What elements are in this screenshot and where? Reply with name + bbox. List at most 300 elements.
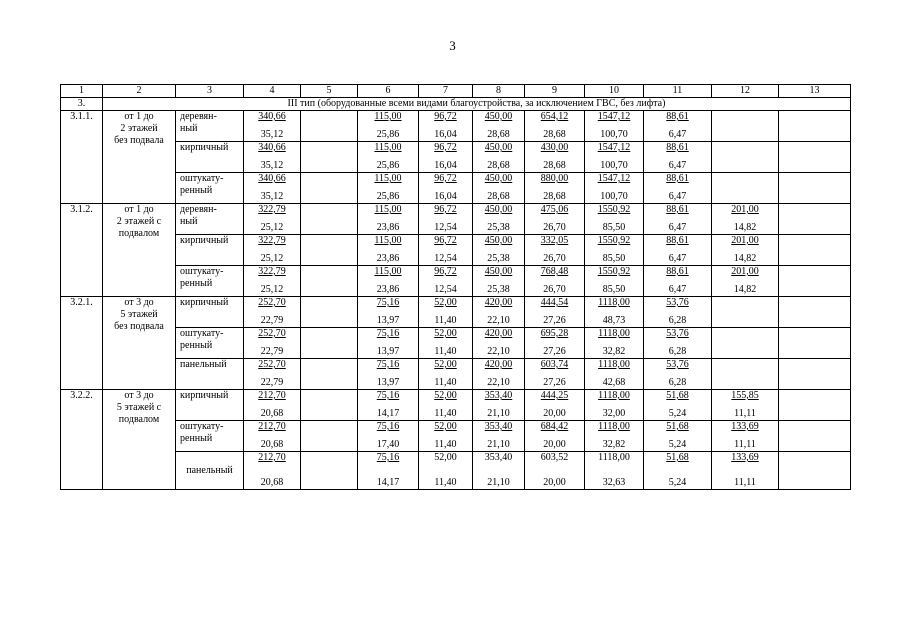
value-bottom: 11,40 — [434, 315, 457, 326]
value-pair — [586, 266, 642, 296]
value-pair — [245, 390, 299, 420]
value-pair — [359, 421, 417, 451]
value-bottom: 28,68 — [543, 191, 566, 202]
table-row — [61, 173, 851, 204]
header-cell: 4 — [244, 85, 301, 98]
value-top: 444,54 — [540, 297, 569, 308]
value-cell — [419, 297, 473, 328]
value-top: 322,79 — [258, 235, 286, 246]
value-pair — [245, 266, 299, 296]
value-top: 1550,92 — [597, 204, 631, 215]
value-pair — [474, 204, 523, 234]
value-pair — [474, 235, 523, 265]
value-cell — [779, 390, 851, 421]
value-bottom: 22,79 — [260, 377, 284, 388]
header-cell: 13 — [779, 85, 851, 98]
value-bottom: 85,50 — [602, 222, 626, 233]
value-top: 52,00 — [434, 359, 457, 370]
value-pair — [586, 390, 642, 420]
value-cell — [244, 452, 301, 490]
value-cell — [301, 204, 358, 235]
value-top: 654,12 — [540, 111, 569, 122]
value-top: 115,00 — [374, 142, 402, 153]
value-pair — [586, 173, 642, 203]
value-bottom: 25,38 — [487, 222, 510, 233]
value-top: 212,70 — [258, 452, 286, 463]
value-top: 88,61 — [666, 266, 689, 277]
value-cell — [244, 266, 301, 297]
value-bottom: 6,47 — [668, 222, 687, 233]
material-cell: панельный — [176, 359, 244, 390]
value-pair — [713, 452, 777, 489]
value-top: 603,52 — [540, 452, 569, 463]
value-bottom: 26,70 — [543, 253, 566, 264]
value-bottom: 23,86 — [376, 222, 400, 233]
value-cell — [779, 328, 851, 359]
value-cell — [419, 142, 473, 173]
value-bottom: 20,68 — [260, 439, 284, 450]
value-bottom: 26,70 — [543, 222, 566, 233]
value-top: 53,76 — [666, 297, 689, 308]
value-cell — [244, 235, 301, 266]
value-bottom: 12,54 — [434, 253, 457, 264]
value-pair — [526, 452, 583, 489]
value-top: 252,70 — [258, 359, 286, 370]
value-cell — [358, 359, 419, 390]
value-top: 353,40 — [484, 452, 513, 463]
group-id: 3.1.2. — [61, 204, 103, 297]
header-cell: 2 — [103, 85, 176, 98]
value-top: 252,70 — [258, 328, 286, 339]
value-cell — [244, 297, 301, 328]
value-cell — [358, 390, 419, 421]
value-pair — [713, 390, 777, 420]
value-pair — [645, 266, 710, 296]
value-bottom: 6,47 — [668, 160, 687, 171]
value-cell — [585, 235, 644, 266]
value-top: 52,00 — [434, 390, 457, 401]
value-top: 332,05 — [540, 235, 569, 246]
value-bottom: 5,24 — [668, 408, 687, 419]
value-cell — [358, 111, 419, 142]
header-row — [61, 85, 851, 98]
value-pair — [586, 111, 642, 141]
value-bottom: 16,04 — [434, 129, 457, 140]
value-cell — [712, 328, 779, 359]
value-pair — [420, 328, 471, 358]
value-bottom: 32,00 — [602, 408, 626, 419]
header-cell: 1 — [61, 85, 103, 98]
value-top: 52,00 — [434, 421, 457, 432]
table-row — [61, 235, 851, 266]
value-cell — [301, 421, 358, 452]
group-description: от 1 до 2 этажей без подвала — [103, 111, 176, 204]
value-top: 475,06 — [540, 204, 569, 215]
value-top: 75,16 — [376, 421, 400, 432]
value-pair — [645, 297, 710, 327]
value-cell — [301, 173, 358, 204]
value-cell — [644, 452, 712, 490]
value-top: 450,00 — [484, 204, 513, 215]
value-cell — [473, 173, 525, 204]
value-pair — [245, 204, 299, 234]
value-pair — [474, 452, 523, 489]
value-top: 450,00 — [484, 111, 513, 122]
value-bottom: 13,97 — [376, 346, 400, 357]
value-cell — [644, 328, 712, 359]
value-top: 1550,92 — [597, 235, 631, 246]
value-bottom: 6,47 — [668, 129, 687, 140]
page-number: 3 — [449, 38, 456, 53]
group-description: от 1 до 2 этажей с подвалом — [103, 204, 176, 297]
value-pair — [474, 421, 523, 451]
value-pair — [526, 266, 583, 296]
value-bottom: 35,12 — [260, 191, 284, 202]
value-bottom: 85,50 — [602, 253, 626, 264]
value-bottom: 5,24 — [668, 477, 687, 488]
value-pair — [645, 235, 710, 265]
value-pair — [586, 297, 642, 327]
material-cell: оштукату- ренный — [176, 266, 244, 297]
value-cell — [525, 421, 585, 452]
value-cell — [419, 421, 473, 452]
value-bottom: 32,82 — [602, 346, 626, 357]
value-pair — [420, 297, 471, 327]
value-cell — [473, 390, 525, 421]
value-pair — [586, 359, 642, 389]
material-cell: оштукату- ренный — [176, 421, 244, 452]
value-bottom: 23,86 — [376, 284, 400, 295]
table-body — [61, 85, 851, 490]
value-cell — [301, 266, 358, 297]
value-pair — [245, 111, 299, 141]
value-bottom: 25,38 — [487, 253, 510, 264]
value-top: 75,16 — [376, 328, 400, 339]
value-bottom: 11,40 — [434, 346, 457, 357]
value-bottom: 48,73 — [602, 315, 626, 326]
value-top: 115,00 — [374, 204, 402, 215]
value-cell — [779, 452, 851, 490]
value-top: 201,00 — [731, 235, 759, 246]
value-cell — [419, 390, 473, 421]
value-bottom: 20,00 — [543, 408, 566, 419]
material-cell: кирпичный — [176, 390, 244, 421]
value-pair — [245, 142, 299, 172]
header-cell: 8 — [473, 85, 525, 98]
value-pair — [526, 142, 583, 172]
value-bottom: 6,28 — [668, 315, 687, 326]
value-top: 768,48 — [540, 266, 569, 277]
value-bottom: 32,82 — [602, 439, 626, 450]
value-pair — [526, 173, 583, 203]
value-pair — [713, 235, 777, 265]
value-bottom: 21,10 — [487, 408, 510, 419]
value-bottom: 22,10 — [487, 377, 510, 388]
value-pair — [526, 297, 583, 327]
value-top: 340,66 — [258, 142, 286, 153]
value-pair — [645, 452, 710, 489]
value-cell — [473, 421, 525, 452]
value-cell — [244, 421, 301, 452]
value-pair — [420, 111, 471, 141]
header-cell: 3 — [176, 85, 244, 98]
value-bottom: 25,12 — [260, 284, 284, 295]
value-top: 450,00 — [484, 235, 513, 246]
value-pair — [526, 204, 583, 234]
value-cell — [779, 235, 851, 266]
value-pair — [359, 297, 417, 327]
header-cell: 12 — [712, 85, 779, 98]
value-top: 1118,00 — [598, 297, 630, 308]
value-cell — [301, 235, 358, 266]
value-cell — [358, 452, 419, 490]
value-top: 353,40 — [484, 390, 513, 401]
value-pair — [245, 173, 299, 203]
value-cell — [644, 266, 712, 297]
value-top: 450,00 — [484, 142, 513, 153]
value-cell — [644, 235, 712, 266]
table-row — [61, 266, 851, 297]
value-top: 322,79 — [258, 204, 286, 215]
value-top: 450,00 — [484, 266, 513, 277]
value-top: 53,76 — [666, 328, 689, 339]
value-bottom: 17,40 — [376, 439, 400, 450]
value-top: 1118,00 — [598, 452, 630, 463]
table-row — [61, 204, 851, 235]
value-bottom: 14,82 — [733, 222, 757, 233]
value-bottom: 6,47 — [668, 253, 687, 264]
value-pair — [474, 266, 523, 296]
value-pair — [474, 359, 523, 389]
value-cell — [779, 111, 851, 142]
value-cell — [244, 359, 301, 390]
value-cell — [585, 421, 644, 452]
value-top: 96,72 — [434, 235, 457, 246]
value-bottom: 13,97 — [376, 315, 400, 326]
table-row — [61, 452, 851, 490]
value-top: 1550,92 — [597, 266, 631, 277]
value-pair — [420, 421, 471, 451]
value-cell — [301, 142, 358, 173]
value-pair — [245, 235, 299, 265]
value-cell — [525, 204, 585, 235]
value-top: 52,00 — [434, 452, 457, 463]
value-pair — [245, 297, 299, 327]
value-bottom: 5,24 — [668, 439, 687, 450]
value-pair — [586, 204, 642, 234]
value-pair — [526, 111, 583, 141]
value-cell — [358, 328, 419, 359]
value-cell — [525, 173, 585, 204]
value-top: 96,72 — [434, 266, 457, 277]
material-cell: оштукату- ренный — [176, 173, 244, 204]
material-cell: кирпичный — [176, 142, 244, 173]
value-cell — [525, 235, 585, 266]
value-top: 212,70 — [258, 390, 286, 401]
value-bottom: 20,00 — [543, 439, 566, 450]
value-pair — [586, 421, 642, 451]
value-pair — [420, 359, 471, 389]
value-cell — [525, 266, 585, 297]
value-cell — [779, 204, 851, 235]
value-cell — [779, 359, 851, 390]
value-bottom: 28,68 — [543, 160, 566, 171]
value-cell — [419, 328, 473, 359]
value-cell — [419, 235, 473, 266]
value-bottom: 25,12 — [260, 253, 284, 264]
value-top: 212,70 — [258, 421, 286, 432]
value-top: 340,66 — [258, 111, 286, 122]
section-title: III тип (оборудованные всеми видами благоустройства, за исключением ГВС, без лифта) — [103, 98, 851, 111]
value-top: 252,70 — [258, 297, 286, 308]
value-cell — [585, 359, 644, 390]
value-cell — [244, 111, 301, 142]
value-bottom: 25,38 — [487, 284, 510, 295]
value-bottom: 11,11 — [734, 439, 756, 450]
value-pair — [245, 328, 299, 358]
value-top: 115,00 — [374, 173, 402, 184]
value-cell — [712, 235, 779, 266]
value-cell — [585, 297, 644, 328]
value-cell — [244, 173, 301, 204]
value-bottom: 20,68 — [260, 477, 284, 488]
value-bottom: 14,82 — [733, 284, 757, 295]
value-pair — [420, 452, 471, 489]
value-top: 88,61 — [666, 204, 689, 215]
value-pair — [645, 173, 710, 203]
value-top: 201,00 — [731, 266, 759, 277]
value-bottom: 23,86 — [376, 253, 400, 264]
value-pair — [645, 142, 710, 172]
value-top: 115,00 — [374, 266, 402, 277]
value-bottom: 16,04 — [434, 160, 457, 171]
value-pair — [526, 328, 583, 358]
value-top: 201,00 — [731, 204, 759, 215]
header-cell: 6 — [358, 85, 419, 98]
tariff-table — [60, 84, 851, 490]
value-cell — [301, 452, 358, 490]
value-bottom: 25,86 — [376, 191, 400, 202]
value-cell — [712, 359, 779, 390]
value-cell — [712, 297, 779, 328]
value-pair — [359, 173, 417, 203]
value-cell — [644, 142, 712, 173]
header-cell: 9 — [525, 85, 585, 98]
value-cell — [644, 204, 712, 235]
value-bottom: 21,10 — [487, 477, 510, 488]
table-row — [61, 111, 851, 142]
value-cell — [712, 204, 779, 235]
value-top: 1118,00 — [598, 390, 630, 401]
value-top: 115,00 — [374, 235, 402, 246]
value-pair — [359, 452, 417, 489]
value-cell — [585, 204, 644, 235]
value-pair — [645, 328, 710, 358]
value-top: 603,74 — [540, 359, 569, 370]
value-cell — [358, 204, 419, 235]
value-cell — [473, 235, 525, 266]
value-cell — [473, 328, 525, 359]
value-cell — [301, 297, 358, 328]
value-pair — [586, 235, 642, 265]
value-pair — [645, 204, 710, 234]
value-cell — [712, 173, 779, 204]
value-bottom: 22,10 — [487, 346, 510, 357]
value-pair — [713, 421, 777, 451]
material-cell: кирпичный — [176, 297, 244, 328]
value-cell — [419, 452, 473, 490]
group-id: 3.2.1. — [61, 297, 103, 390]
value-cell — [779, 142, 851, 173]
value-cell — [244, 204, 301, 235]
value-pair — [474, 297, 523, 327]
value-bottom: 35,12 — [260, 129, 284, 140]
value-cell — [525, 359, 585, 390]
value-cell — [644, 111, 712, 142]
value-bottom: 28,68 — [487, 129, 510, 140]
value-top: 53,76 — [666, 359, 689, 370]
value-cell — [712, 452, 779, 490]
value-top: 51,68 — [666, 421, 689, 432]
value-bottom: 28,68 — [487, 191, 510, 202]
value-bottom: 6,47 — [668, 191, 687, 202]
value-pair — [713, 266, 777, 296]
value-cell — [358, 297, 419, 328]
value-top: 75,16 — [376, 452, 400, 463]
value-top: 420,00 — [484, 359, 513, 370]
value-pair — [359, 235, 417, 265]
group-description: от 3 до 5 этажей с подвалом — [103, 390, 176, 490]
value-bottom: 20,68 — [260, 408, 284, 419]
value-cell — [419, 173, 473, 204]
value-bottom: 6,47 — [668, 284, 687, 295]
value-cell — [585, 111, 644, 142]
value-pair — [359, 328, 417, 358]
value-cell — [712, 390, 779, 421]
value-pair — [645, 421, 710, 451]
value-bottom: 11,40 — [434, 377, 457, 388]
value-cell — [473, 452, 525, 490]
header-cell: 5 — [301, 85, 358, 98]
value-pair — [420, 173, 471, 203]
value-bottom: 11,40 — [434, 477, 457, 488]
value-top: 115,00 — [374, 111, 402, 122]
table-row — [61, 142, 851, 173]
value-cell — [585, 266, 644, 297]
header-cell: 7 — [419, 85, 473, 98]
value-bottom: 26,70 — [543, 284, 566, 295]
value-bottom: 14,82 — [733, 253, 757, 264]
value-cell — [712, 111, 779, 142]
value-bottom: 11,40 — [434, 408, 457, 419]
value-cell — [585, 452, 644, 490]
value-cell — [358, 173, 419, 204]
value-bottom: 22,10 — [487, 315, 510, 326]
value-pair — [359, 359, 417, 389]
value-pair — [359, 111, 417, 141]
value-cell — [301, 111, 358, 142]
material-cell: деревян- ный — [176, 204, 244, 235]
value-cell — [301, 359, 358, 390]
value-bottom: 32,63 — [602, 477, 626, 488]
value-top: 51,68 — [666, 390, 689, 401]
value-cell — [473, 297, 525, 328]
value-top: 322,79 — [258, 266, 286, 277]
value-bottom: 25,86 — [376, 129, 400, 140]
value-pair — [420, 266, 471, 296]
value-top: 52,00 — [434, 328, 457, 339]
table-row — [61, 297, 851, 328]
